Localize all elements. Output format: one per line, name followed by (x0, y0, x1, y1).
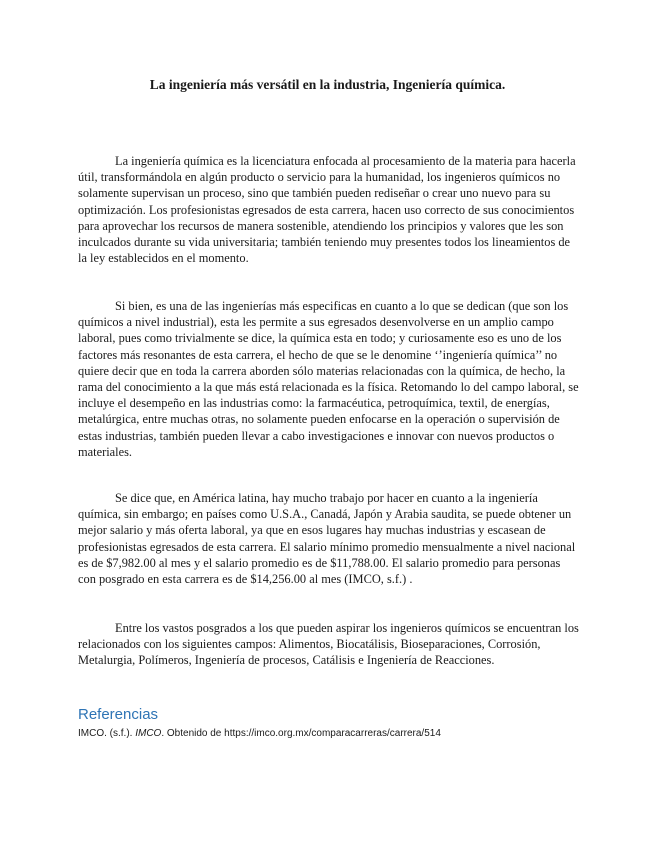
paragraph-salary: Se dice que, en América latina, hay mucho trabajo por hacer en cuanto a la ingeniería química, sin embargo; en países como U.S.A., Canadá, Japón y Arabia saudita, se puede obtener un mejor salario y más oferta laboral, ya que en esos lugares hay muchas industrias y escasean de profesionistas egresados de esta carrera. El salario mínimo promedio mensualmente a nivel nacional es de $7,982.00 al mes y el salario promedio es de $11,788.00. El salario promedio para personas con posgrado en esta carrera es de $14,256.00 al mes (IMCO, s.f.) . (78, 491, 576, 587)
reference-title: IMCO (135, 728, 162, 739)
reference-source: . Obtenido de https://imco.org.mx/comparacarreras/carrera/514 (161, 728, 441, 739)
paragraph-labor-field: Si bien, es una de las ingenierías más especificas en cuanto a lo que se dedican (que son los químicos a nivel industrial), esta les permite a sus egresados desenvolverse en un amplio campo laboral, pues como trivialmente se dice, la química esta en todo; y curiosamente eso es uno de los factores más resonantes de esta carrera, el hecho de que se le denomine ‘’ingeniería química’’ no quiere decir que en toda la carrera aborden sólo materias relacionadas con la química, de hecho, la rama del conocimiento a la que más está relacionada es la física. Retomando lo del campo laboral, se incluye el desempeño en las industrias como: la farmacéutica, petroquímica, textil, de energías, metalúrgica, entre muchas otras, no solamente pueden enfocarse en la operación o supervisión de estas industrias, también pueden llevar a cabo investigaciones e innovar con nuevos productos o materiales. (78, 299, 579, 459)
paragraph-intro: La ingeniería química es la licenciatura enfocada al procesamiento de la materia para hacerla útil, transformándola en algún producto o servicio para la humanidad, los ingenieros químicos no solamente supervisan un proceso, sino que también pueden rediseñar o crear uno nuevo para su optimización. Los profesionistas egresados de esta carrera, hacen uso correcto de sus conocimientos para aprovechar los recursos de manera sostenible, atendiendo los principios y valores que les son inculcados durante su vida universitaria; también teniendo muy presentes todos los lineamientos de la ley establecidos en el momento. (78, 154, 576, 266)
paragraph-postgraduate: Entre los vastos posgrados a los que pueden aspirar los ingenieros químicos se encuentran los relacionados con los siguientes campos: Alimentos, Biocatálisis, Bioseparaciones, Corrosión, Metalurgia, Polímeros, Ingeniería de procesos, Catálisis e Ingeniería de Reacciones. (78, 621, 579, 668)
reference-entry (78, 728, 598, 739)
reference-authors: IMCO. (s.f.). (78, 728, 136, 739)
references-heading: Referencias (78, 706, 159, 723)
document-title: La ingeniería más versátil en la industria, Ingeniería química. (149, 77, 506, 92)
